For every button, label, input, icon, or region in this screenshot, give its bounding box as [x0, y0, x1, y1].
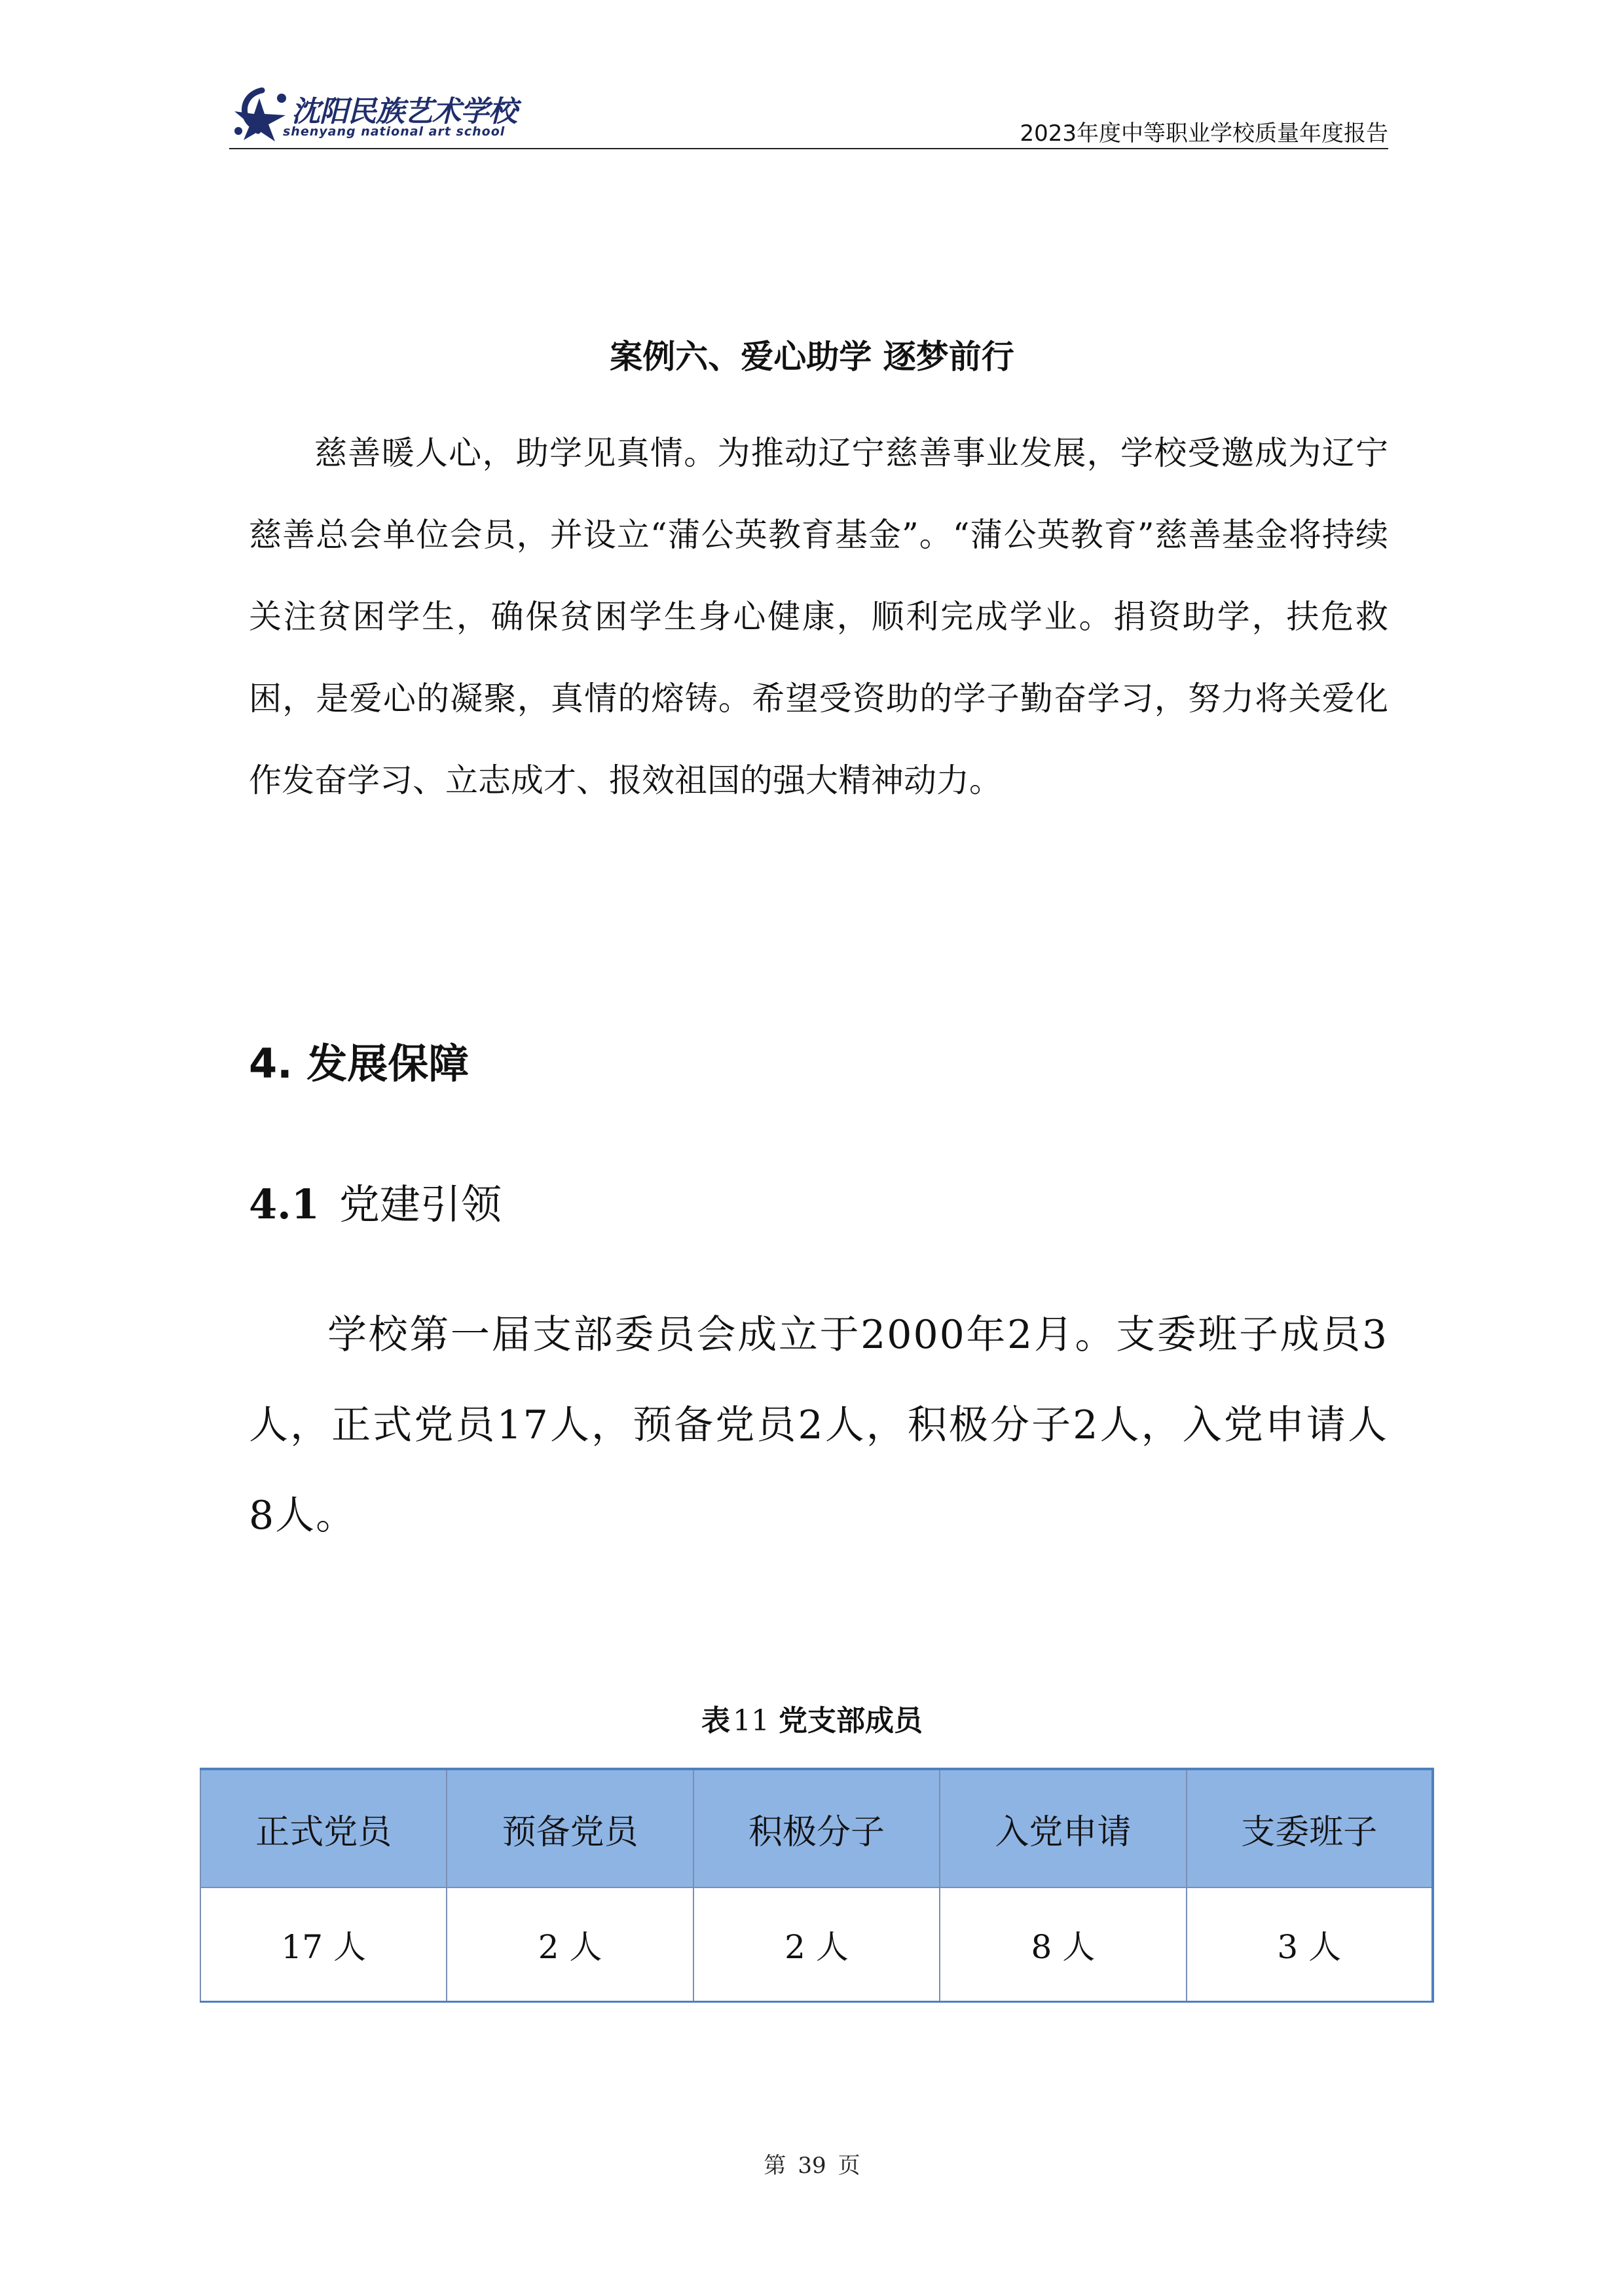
footer-prefix: 第 — [764, 2153, 786, 2179]
table-header-cell: 预备党员 — [447, 1769, 693, 1887]
table-cell: 2 人 — [693, 1887, 940, 2002]
table-cell: 8 人 — [940, 1887, 1186, 2002]
table-header-cell: 积极分子 — [693, 1769, 940, 1887]
party-paragraph: 学校第一届支部委员会成立于2000年2月。支委班子成员3人，正式党员17人，预备党员2人，积极分子2人，入党申请人8人。 — [249, 1312, 1388, 1539]
footer-suffix: 页 — [838, 2153, 860, 2179]
table-cell: 2 人 — [447, 1887, 693, 2002]
table-cell: 17 人 — [200, 1887, 447, 2002]
table-cell: 3 人 — [1187, 1887, 1433, 2002]
school-logo — [229, 85, 517, 144]
party-members-table — [200, 1768, 1434, 2003]
case-title: 案例六、爱心助学 逐梦前行 — [610, 337, 1014, 376]
report-title: 2023年度中等职业学校质量年度报告 — [1020, 120, 1388, 147]
table-caption-title: 党支部成员 — [779, 1704, 923, 1738]
subsection-number: 4.1 — [249, 1180, 320, 1228]
subsection-heading — [249, 1172, 502, 1230]
table-caption-prefix: 表 — [701, 1704, 730, 1738]
table-header-cell: 正式党员 — [200, 1769, 447, 1887]
section-heading: 4. 发展保障 — [249, 1040, 470, 1087]
table-header-row — [200, 1769, 1433, 1887]
page-number: 39 — [798, 2153, 826, 2179]
subsection-title: 党建引领 — [339, 1180, 502, 1228]
header-divider — [229, 148, 1388, 149]
page-header — [229, 85, 1388, 151]
logo-subtext: shenyang national art school — [283, 124, 506, 139]
table-row — [200, 1887, 1433, 2002]
table-caption — [0, 1697, 1624, 1739]
table-header-cell: 支委班子 — [1187, 1769, 1433, 1887]
star-logo-icon — [229, 85, 291, 144]
table-header-cell: 入党申请 — [940, 1769, 1186, 1887]
page-footer — [0, 2147, 1624, 2179]
table-caption-number: 11 — [733, 1704, 769, 1738]
case-paragraph: 慈善暖人心，助学见真情。为推动辽宁慈善事业发展，学校受邀成为辽宁慈善总会单位会员，并设立“蒲公英教育基金”。“蒲公英教育”慈善基金将持续关注贫困学生，确保贫困学生身心健康，顺利完成学业。捐资助学，扶危救困，是爱心的凝聚，真情的熔铸。希望受资助的学子勤奋学习，努力将关爱化作发奋学习、立志成才、报效祖国的强大精神动力。 — [249, 434, 1388, 799]
logo-text: 沈阳民族艺术学校 — [291, 95, 517, 128]
